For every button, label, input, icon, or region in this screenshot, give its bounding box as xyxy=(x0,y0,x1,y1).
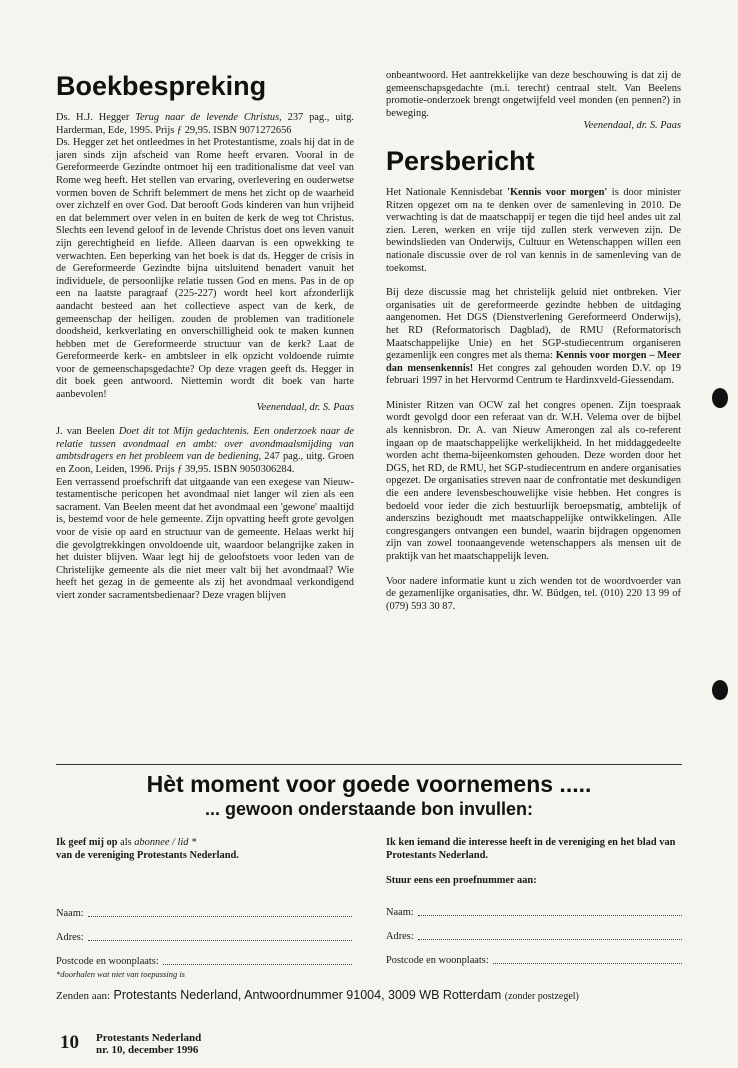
signup-option: abonnee / lid * xyxy=(134,837,197,848)
signup-bold: Ik geef mij op xyxy=(56,837,118,848)
postcode-label: Postcode en woonplaats: xyxy=(386,955,489,966)
magazine-info xyxy=(96,1032,201,1056)
p1-bold: 'Kennis voor morgen' xyxy=(507,186,608,198)
naam-label: Naam: xyxy=(386,907,414,918)
p2-text-end: Het congres zal gehouden worden D.V. op 19 februari 1997 in het Hervormd Centrum te Hardinxveld-Giessendam. xyxy=(386,362,681,387)
p2-text: Bij deze discussie mag het christelijk geluid niet ontbreken. Vier organisaties uit de gereformeerde gezindte hebben de uitdaging aangenomen. Het DGS (Dienstverlening Gereformeerd Onderwijs), het RD (Reformatorisch Dagblad), de RMU (Reformatorisch Maatschappelijke Unie) en het SGP-studiecentrum organiseren gezamenlijk een congres met als thema: xyxy=(386,287,681,362)
right-column xyxy=(386,70,681,613)
review1-author: Ds. H.J. Hegger xyxy=(56,112,136,123)
proefnummer-label: Stuur eens een proefnummer aan: xyxy=(386,875,537,886)
review2-continuation: onbeantwoord. Het aantrekkelijke van deze beschouwing is dat zij de gemeenschapsgedachte (m.i. terecht) centraal stelt. Van Beelens promotie-onderzoek brengt ongetwijfeld veel monden (en pennen?) in beweging. xyxy=(386,70,681,119)
p1-text-end: is door minister Ritzen opgezet om na te denken over de samenleving in 2010. De verwachting is dat de maatschappij er tegen die tijd heel andes uit zal zien. Leren, werken en vrije tijd zullen sterk verweven zijn. De bewindslieden van Onderwijs, Cultuur en Wetenschappen willen een nationale discussie over de rol van kennis in de samenleving van de toekomst. xyxy=(386,186,681,274)
left-column xyxy=(56,70,354,603)
persbericht-paragraph-2 xyxy=(386,287,681,388)
review2-citation xyxy=(56,426,354,476)
persbericht-heading: Persbericht xyxy=(386,145,535,176)
naam-input[interactable] xyxy=(418,915,682,916)
review2-signature: Veenendaal, dr. S. Paas xyxy=(583,120,681,132)
bon-right-form xyxy=(386,836,682,967)
footnote: *doorhalen wat niet van toepassing is xyxy=(56,969,185,979)
postcode-label: Postcode en woonplaats: xyxy=(56,956,159,967)
p2-bold: Kennis voor morgen – Meer dan mensenkennis! xyxy=(386,350,681,374)
referral-line: Ik ken iemand die interesse heeft in de vereniging en het blad van Protestants Nederland. xyxy=(386,837,676,861)
signup-org: van de vereniging Protestants Nederland. xyxy=(56,850,239,861)
persbericht-paragraph-1 xyxy=(386,187,681,275)
bon-subtitle: ... gewoon onderstaande bon invullen: xyxy=(204,799,534,819)
adres-label: Adres: xyxy=(386,931,414,942)
postcode-field-referral[interactable] xyxy=(386,943,682,967)
review1-body: Ds. Hegger zet het ontleedmes in het Protestantisme, zoals hij dat in de jaren sinds zijn afscheid van Rome heeft ervaren. Vooral in de Gereformeerde Gezindte ontmoet hij een traditionalisme dat veel van Rome weg heeft. Het stellen van ervaring, overlevering en ouderwetse vormen boven de Schrift belemmert de mens het zicht op de waarheid over zichzelf en over God. Dat berooft Gods kinderen van hun vrijheid en dat belemmert over velen in en buiten de kerk de weg tot Christus. Slechts een levend geloof in de levende Christus doet ons leven vanuit zijn gerechtigheid en liefde. Alleen daarvan is een opwekking te verwachten. Een beperking van het boek is dat ds. Hegger de crisis in de Gereformeerde Gezindte bijna uitsluitend benadert vanuit het individuele, de persoonlijke relatie tussen God en mens. Pas in de op een na laatste paragraaf (225-227) wordt heel kort afzonderlijk aandacht besteed aan het collectieve aspect van de kerk, de gemeenschap der heiligen. zouden de problemen van traditionele doodsheid, kerkverlating en onverschilligheid ook te maken kunnen hebben met de Gereformeerde structuur van de kerk? Laat de Gereformeerde kerk- en ambtsleer in elk opzicht voldoende ruimte voor de gemeenschapsgedachte? Op deze vragen geeft ds. Hegger in dit boek geen antwoord. Niettemin wordt dit boek van harte aanbevolen! xyxy=(56,137,354,401)
adres-field[interactable] xyxy=(56,920,352,944)
boekbespreking-heading: Boekbespreking xyxy=(56,71,267,101)
review1-title: Terug naar de levende Christus xyxy=(135,112,280,123)
magazine-name: Protestants Nederland xyxy=(96,1032,202,1044)
adres-label: Adres: xyxy=(56,932,84,943)
persbericht-paragraph-3: Minister Ritzen van OCW zal het congres openen. Zijn toespraak wordt gevolgd door een referaat van dr. W.H. Velema over de bijbel als kennisbron. Dr. A. van Nieuw Amerongen zal als co-referent ingaan op de maatschappelijke werkelijkheid. In het middaggedeelte worden acht thema-bijeenkomsten gehouden. Deze worden door het DGS, het RD, de RMU, het SGP-studiecentrum en andere organisaties opgezet. De organisaties streven naar de confrontatie met deskundigen die een andere levensbeschouwelijke visie hebben. Het congres is bedoeld voor ieder die zich bestuurlijk beroepsmatig, ambtelijk of anderszins bezighoudt met maatschappelijke ontwikkelingen. Alle congresgangers ontvangen een bundel, waarin bijdragen opgenomen zijn van zowel toonaangevende wetenschappers als mensen uit de praktijk van het maatschappelijk leven. xyxy=(386,399,681,562)
send-address-text: Protestants Nederland, Antwoordnummer 91004, 3009 WB Rotterdam xyxy=(113,988,502,1002)
signup-line xyxy=(56,836,352,849)
send-label: Zenden aan: xyxy=(56,990,111,1002)
review1-citation xyxy=(56,112,354,137)
binder-hole-icon xyxy=(712,680,728,700)
bon-left-form xyxy=(56,836,352,981)
review2-body: Een verrassend proefschrift dat uitgaande van een exegese van Nieuw-testamentische pericopen het avondmaal niet langer wil zien als een sacrament. Van Beelen meent dat het avondmaal een 'gewone' maaltijd is, bestemd voor de hele gemeente. Zijn opvatting heeft grote gevolgen voor de visie op aard en structuur van de gemeente. Helaas werkt hij die gevolgtrekkingen onvoldoende uit, waardoor belangrijke zaken in het duister blijven. Waar legt hij de geloofstoets voor leden van de Christelijke gemeente als die niet meer valt bij het avondmaal? Wie heeft het gezag in de gemeente als zij het avondmaal verkondigend viert zonder sacramentsbedienaar? Deze vragen blijven xyxy=(56,476,354,601)
binder-hole-icon xyxy=(712,388,728,408)
send-note: (zonder postzegel) xyxy=(504,991,579,1002)
adres-field-referral[interactable] xyxy=(386,919,682,943)
naam-field-referral[interactable] xyxy=(386,895,682,919)
signup-as: als xyxy=(117,837,135,848)
page-number: 10 xyxy=(60,1032,79,1053)
postcode-input[interactable] xyxy=(163,964,352,965)
naam-field[interactable] xyxy=(56,896,352,920)
p1-text: Het Nationale Kennisdebat xyxy=(386,186,508,198)
postcode-input[interactable] xyxy=(493,963,682,964)
naam-input[interactable] xyxy=(88,916,352,917)
adres-input[interactable] xyxy=(88,940,352,941)
review1-signature: Veenendaal, dr. S. Paas xyxy=(256,401,354,413)
adres-input[interactable] xyxy=(418,939,682,940)
naam-label: Naam: xyxy=(56,908,84,919)
persbericht-paragraph-4: Voor nadere informatie kunt u zich wenden tot de woordvoerder van de gezamenlijke organisaties, dhr. W. Büdgen, tel. (010) 220 13 99 of (079) 593 30 87. xyxy=(386,575,681,612)
magazine-issue: nr. 10, december 1996 xyxy=(96,1044,199,1056)
send-address xyxy=(56,988,579,1002)
review1-pubinfo: , 237 pag., uitg. Harderman, Ede, 1995. Prijs ƒ 29,95. ISBN 9071272656 xyxy=(56,112,354,136)
postcode-field[interactable] xyxy=(56,944,352,968)
bon-title: Hèt moment voor goede voornemens ..... xyxy=(146,771,592,797)
review2-pubinfo: , 247 pag., uitg. Groen en Zoon, Leiden, 1996. Prijs ƒ 39,95. ISBN 9050306284. xyxy=(56,451,354,476)
review2-author: J. van Beelen xyxy=(56,426,119,438)
review2-title: Doet dit tot Mijn gedachtenis. Een onderzoek naar de relatie tussen avondmaal en ambt: over avondmaalsmijding van ambtsdragers en het probleem van de bediening xyxy=(56,426,354,463)
divider-rule xyxy=(56,764,682,765)
